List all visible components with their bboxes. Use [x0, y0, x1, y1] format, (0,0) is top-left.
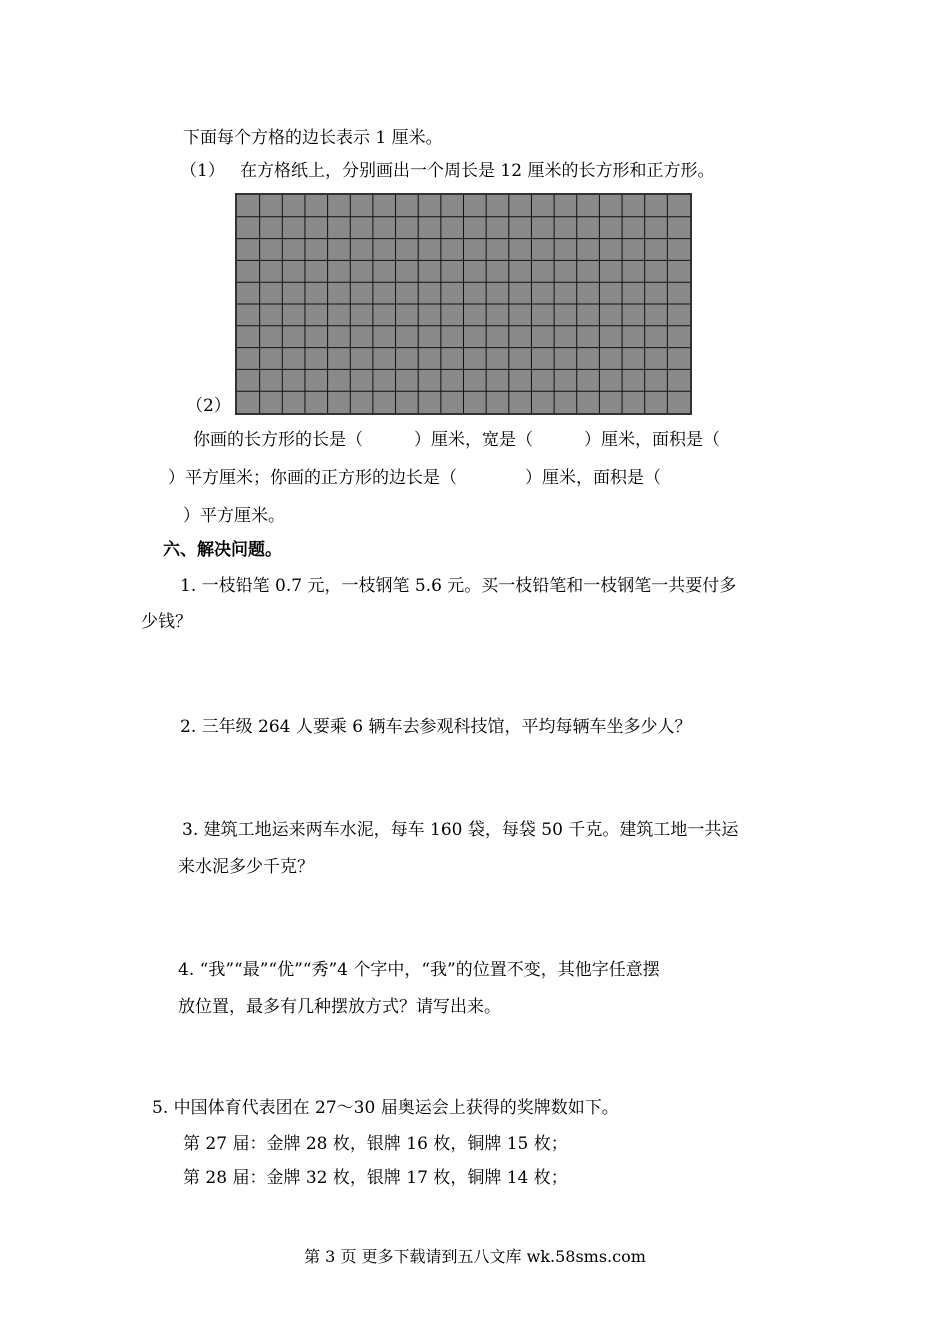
square-grid-paper[interactable] [235, 193, 692, 415]
problem-3-line-2: 来水泥多少千克？ [178, 857, 314, 877]
grid-lines [237, 195, 690, 413]
problem-1-line-2: 少钱？ [141, 612, 192, 632]
section-6-heading: 六、解决问题。 [163, 540, 282, 560]
problem-3-line-1: 3. 建筑工地运来两车水泥，每车 160 袋，每袋 50 千克。建筑工地一共运 [182, 820, 739, 840]
page-footer: 第 3 页 更多下载请到五八文库 wk.58sms.com [304, 1247, 646, 1266]
problem-4-line-2: 放位置，最多有几种摆放方式？请写出来。 [178, 997, 501, 1017]
question-2-number: （2） [186, 396, 231, 416]
question-1-text: 在方格纸上，分别画出一个周长是 12 厘米的长方形和正方形。 [240, 161, 715, 181]
problem-4-line-1: 4. “我”“最”“优”“秀”4 个字中，“我”的位置不变，其他字任意摆 [178, 960, 660, 980]
question-1-number: （1） [180, 161, 225, 181]
problem-5-line-1: 第 27 届：金牌 28 枚，银牌 16 枚，铜牌 15 枚； [183, 1134, 568, 1154]
problem-5-title: 5. 中国体育代表团在 27～30 届奥运会上获得的奖牌数如下。 [152, 1098, 619, 1118]
question-2-line-1: 你画的长方形的长是（ ）厘米，宽是（ ）厘米，面积是（ [193, 430, 720, 450]
problem-5-line-2: 第 28 届：金牌 32 枚，银牌 17 枚，铜牌 14 枚； [183, 1168, 568, 1188]
problem-1-line-1: 1. 一枝铅笔 0.7 元，一枝钢笔 5.6 元。买一枝铅笔和一枝钢笔一共要付多 [180, 576, 737, 596]
intro-text: 下面每个方格的边长表示 1 厘米。 [183, 128, 443, 148]
question-2-line-2: ）平方厘米；你画的正方形的边长是（ ）厘米，面积是（ [168, 468, 661, 488]
question-2-line-3: ）平方厘米。 [183, 506, 285, 526]
problem-2-text: 2. 三年级 264 人要乘 6 辆车去参观科技馆，平均每辆车坐多少人？ [180, 717, 692, 737]
